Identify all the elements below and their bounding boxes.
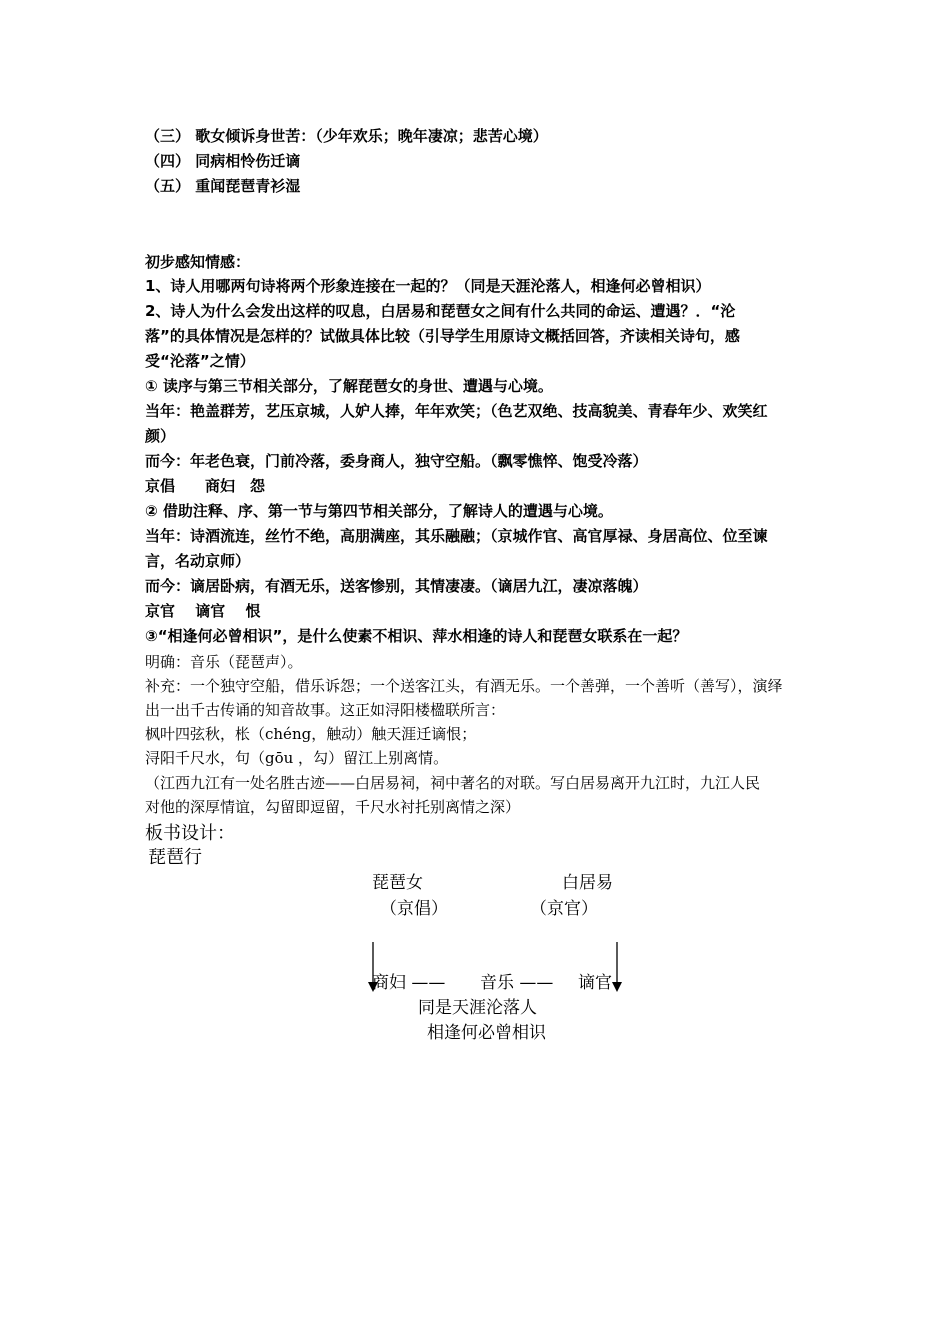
board-left-role: （京倡） xyxy=(380,899,448,919)
question-2-line-1: 2、诗人为什么会发出这样的叹息，白居易和琵琶女之间有什么共同的命运、遭遇？．“沦 xyxy=(145,302,736,320)
part2-then-line-1: 当年：诗酒流连，丝竹不绝，高朋满座，其乐融融；（京城作官、高官厚禄、身居高位、位至谏 xyxy=(145,527,768,545)
part1-then-line-2: 颜） xyxy=(145,427,176,445)
part3-title: ③“相逢何必曾相识”，是什么使素不相识、萍水相逢的诗人和琵琶女联系在一起？ xyxy=(145,627,688,645)
board-title: 琵琶行 xyxy=(148,847,202,868)
part1-then-line-1: 当年：艳盖群芳，艺压京城，人妒人捧，年年欢笑；（色艺双绝、技高貌美、青春年少、欢笑红 xyxy=(145,402,768,420)
outline-item-3: （三） 歌女倾诉身世苦：（少年欢乐；晚年凄凉；悲苦心境） xyxy=(145,127,548,145)
board-right-name: 白居易 xyxy=(562,873,613,893)
supplement-note-line-1: （江西九江有一处名胜古迹——白居易祠，祠中著名的对联。写白居易离开九江时，九江人民 xyxy=(145,774,761,792)
board-left-name: 琵琶女 xyxy=(372,873,423,893)
supplement-note-line-2: 对他的深厚情谊，勾留即逗留，千尺水衬托别离情之深） xyxy=(145,798,521,816)
part2-summary: 京官 谪官 恨 xyxy=(145,602,261,620)
part2-then-line-2: 言，名动京师） xyxy=(145,552,251,570)
board-bottom-left: 商妇 —— xyxy=(372,973,446,993)
couplet-line-1: 枫叶四弦秋，枨（chéng，触动）触天涯迁谪恨； xyxy=(145,725,477,743)
right-arrow-head xyxy=(612,982,622,992)
board-right-role: （京官） xyxy=(530,899,598,919)
couplet-line-2: 浔阳千尺水，句（gōu ，勾）留江上别离情。 xyxy=(145,749,449,767)
board-bottom-right: 谪官 xyxy=(578,973,612,993)
part1-title: ① 读序与第三节相关部分，了解琵琶女的身世、遭遇与心境。 xyxy=(145,377,553,395)
question-2-line-3: 受“沦落”之情） xyxy=(145,352,255,370)
board-bottom-mid: 音乐 —— xyxy=(480,973,554,993)
board-line-2: 相逢何必曾相识 xyxy=(427,1023,546,1043)
board-line-1: 同是天涯沦落人 xyxy=(418,998,537,1018)
outline-item-4: （四） 同病相怜伤迁谪 xyxy=(145,152,301,170)
supplement-line-2: 出一出千古传诵的知音故事。这正如浔阳楼楹联所言： xyxy=(145,701,506,719)
question-2-line-2: 落”的具体情况是怎样的？试做具体比较（引导学生用原诗文概括回答，齐读相关诗句，感 xyxy=(145,327,740,345)
outline-item-5: （五） 重闻琵琶青衫湿 xyxy=(145,177,301,195)
part1-now: 而今：年老色衰，门前冷落，委身商人，独守空船。（飘零憔悴、饱受冷落） xyxy=(145,452,648,470)
supplement-line-1: 补充：一个独守空船，借乐诉怨；一个送客江头，有酒无乐。一个善弹，一个善听（善写），演绎 xyxy=(145,677,783,695)
part1-summary: 京倡 商妇 怨 xyxy=(145,477,266,495)
question-1: 1、诗人用哪两句诗将两个形象连接在一起的？（同是天涯沦落人，相逢何必曾相识） xyxy=(145,277,711,295)
intro-heading: 初步感知情感： xyxy=(145,253,251,271)
part2-now: 而今：谪居卧病，有酒无乐，送客惨别，其情凄凄。（谪居九江，凄凉落魄） xyxy=(145,577,648,595)
part2-title: ② 借助注释、序、第一节与第四节相关部分，了解诗人的遭遇与心境。 xyxy=(145,502,613,520)
part3-answer: 明确：音乐（琵琶声）。 xyxy=(145,653,303,671)
board-heading: 板书设计： xyxy=(145,823,235,844)
